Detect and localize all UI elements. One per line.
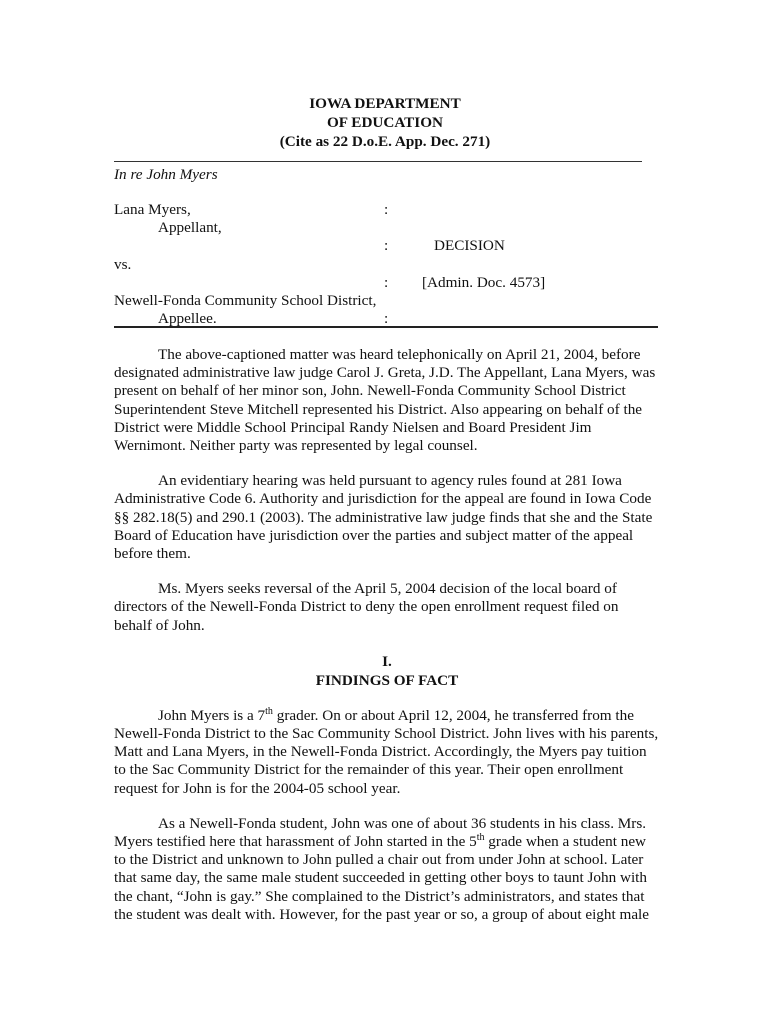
header-line-1: IOWA DEPARTMENT [309,95,461,112]
header-divider [114,161,642,162]
in-re-title: In re John Myers [114,166,218,183]
caption-divider [114,326,658,328]
superscript: th [265,705,273,717]
decision-label: DECISION [434,237,505,254]
section-number: I. [382,652,392,670]
paragraph-text: grader. On or about April 12, 2004, he transferred from the Newell-Fonda District to the Sac Community School District. John lives with his parents, Matt and Lana Myers, in the Newell-Fonda District. Accordingly, the Myers pay tuition to the Sac Community District for the remainder of this year. Their open enrollment request for John is for the 2004-05 school year. [114,706,659,797]
document-header [0,94,770,151]
case-caption [114,200,658,330]
caption-colon: : [384,201,389,218]
document-body [114,346,660,941]
section-title: FINDINGS OF FACT [315,671,459,689]
paragraph-text: John Myers is a 7 [158,706,266,724]
header-line-2: OF EDUCATION [326,114,444,131]
paragraph-text: As a Newell-Fonda student, John was one of about 36 students in his class. Mrs. Myers testified here that harassment of John started in the 5 [114,814,647,851]
caption-colon: : [384,310,389,327]
admin-doc-number: [Admin. Doc. 4573] [422,274,546,291]
appellee-role: Appellee. [158,310,217,327]
versus-label: vs. [114,256,132,273]
paragraph: An evidentiary hearing was held pursuant to agency rules found at 281 Iowa Administrative Code 6. Authority and jurisdiction for the appeal are found in Iowa Code §§ 282.18(5) and 290.1 (2003). The administrative law judge finds that she and the State Board of Education have jurisdiction over the parties and subject matter of the appeal before them. [114,472,653,563]
paragraph [114,815,660,924]
caption-colon: : [384,237,389,254]
header-citation: (Cite as 22 D.o.E. App. Dec. 271) [279,133,491,150]
section-heading [114,652,660,690]
paragraph: Ms. Myers seeks reversal of the April 5, 2004 decision of the local board of directors of the Newell-Fonda District to deny the open enrollment request filed on behalf of John. [114,580,619,634]
paragraph-text: grade when a student new to the District and unknown to John pulled a chair out from under John at school. Later that same day, the same male student succeeded in getting other boys to taunt John with the chant, “John is gay.” She complained to the District’s administrators, and states that the student was dealt with. However, for the past year or so, a group of about eight male [114,833,650,923]
caption-colon: : [384,274,389,291]
superscript: th [476,832,485,843]
paragraph [114,707,660,798]
appellant-name: Lana Myers, [114,201,191,218]
appellee-name: Newell-Fonda Community School District, [114,292,377,309]
paragraph: The above-captioned matter was heard telephonically on April 21, 2004, before designated administrative law judge Carol J. Greta, J.D. The Appellant, Lana Myers, was present on behalf of her minor son, John. Newell-Fonda Community School District Superintendent Steve Mitchell represented his District. Also appearing on behalf of the District were Middle School Principal Randy Nielsen and Board President Jim Wernimont. Neither party was represented by legal counsel. [114,346,656,455]
appellant-role: Appellant, [158,219,222,236]
